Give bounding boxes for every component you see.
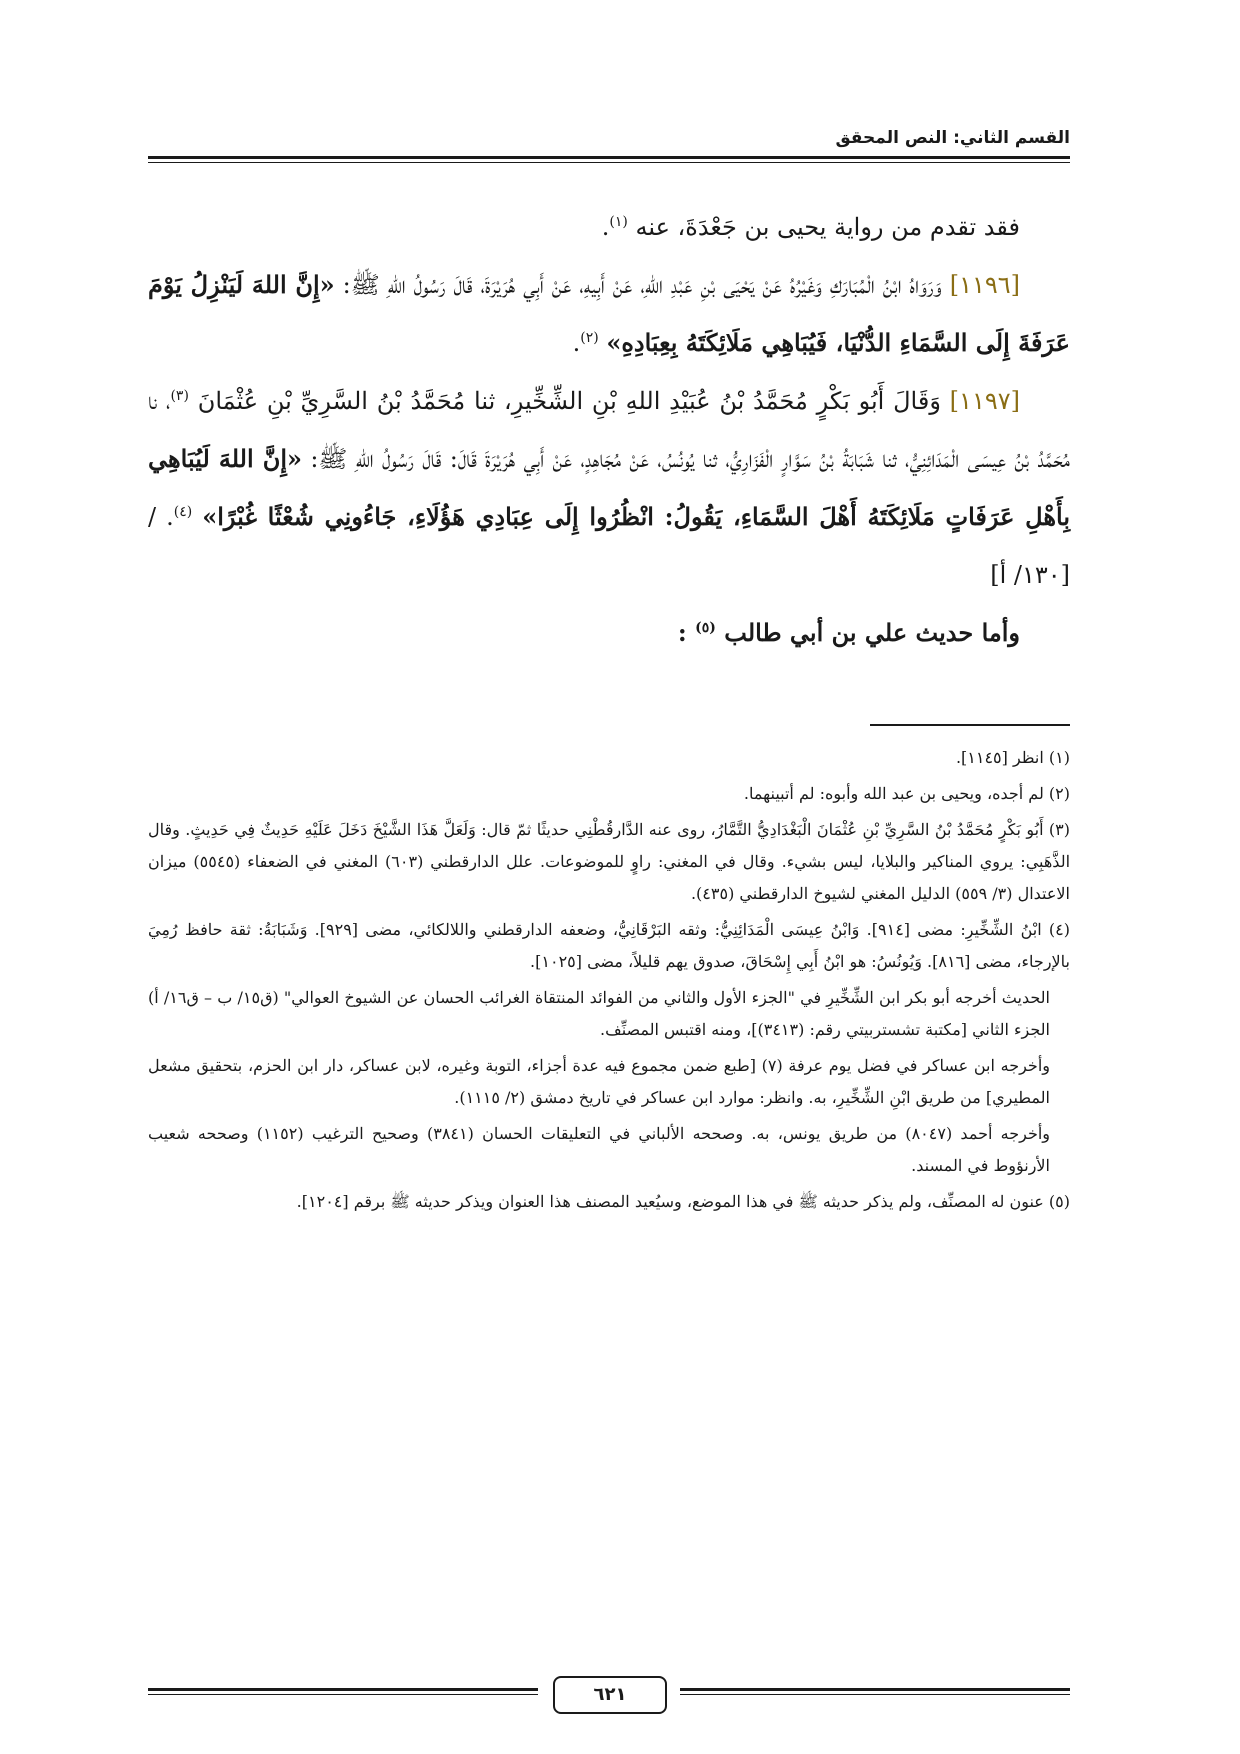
footnote-2: (٢) لم أجده، ويحيى بن عبد الله وأبوه: لم أتبينهما. (743, 784, 1070, 803)
footnote-separator (870, 724, 1070, 726)
page-number: ٦٢١ (553, 1676, 667, 1714)
footnote-5: (٥) عنون له المصنِّف، ولم يذكر حديثه ﷺ في هذا الموضع، وسيُعيد المصنف هذا العنوان ويذكر حديثه ﷺ برقم [١٢٠٤]. (296, 1192, 1070, 1211)
footnote-1: (١) انظر [١١٤٥]. (955, 748, 1070, 767)
section-heading-text: وأما حديث علي بن أبي طالب (724, 618, 1020, 647)
hadith-1197-isnad: وَقَالَ أَبُو بَكْرٍ مُحَمَّدُ بْنُ عُبَيْدِ اللهِ بْنِ الشِّخِّيرِ، ثنا مُحَمَّدُ بْنُ السَّرِيِّ بْنِ عُثْمَانَ (197, 387, 941, 415)
paragraph-intro (148, 198, 1070, 256)
running-header-title: القسم الثاني: النص المحقق (835, 128, 1070, 148)
header-rule-thin (148, 162, 1070, 163)
hadith-1197-isnad-cont: ، نا مُحَمَّدُ بْنُ عِيسَى الْمَدَائِنِيُّ، ثنا شَبَابَةُ بْنُ سَوَّارٍ الْفَزَارِيُّ، ثنا يُونُسُ، عَنْ مُجَاهِدٍ، عَنْ أَبِي هُرَيْرَةَ قَالَ: قَالَ رَسُولُ اللهِ ﷺ: (148, 387, 1070, 473)
footnote-4-ahmad: وأخرجه أحمد (٨٠٤٧) من طريق يونس، به. وصححه الألباني في التعليقات الحسان (٣٨٤١) وصحيح الترغيب (١١٥٢) وصححه شعيب الأرنؤوط في المسند. (148, 1124, 1051, 1175)
intro-end: . (601, 213, 610, 241)
footnote-ref-4[interactable]: (٤) (173, 504, 193, 520)
page-header (148, 126, 1070, 163)
hadith-1197 (148, 372, 1070, 604)
footnote-4-ibn-asakir: وأخرجه ابن عساكر في فضل يوم عرفة (٧) [طبع ضمن مجموع فيه عدة أجزاء، التوبة وغيره، لابن عساكر، دار ابن الحزم، بتحقيق مشعل المطيري] من طريق ابْنِ الشِّخِّيرِ، به. وانظر: موارد ابن عساكر في تاريخ دمشق (٢/ ١١١٥). (148, 1056, 1050, 1107)
section-heading-ali (148, 604, 1070, 662)
hadith-number-1196: [١١٩٦] (949, 271, 1020, 299)
footer-rule-right-thin (680, 1694, 1070, 1695)
footer-rule-left (148, 1688, 538, 1691)
main-text (148, 198, 1070, 662)
footnote-3: (٣) أَبُو بَكْرٍ مُحَمَّدُ بْنُ السَّرِيِّ بْنِ عُثْمَانَ الْبَغْدَادِيُّ التَّمَّارُ، روى عنه الدَّارقُطْنِي حديثًا ثمّ قال: وَلَعَلَّ هَذَا الشَّيْخَ دَخَلَ عَلَيْهِ حَدِيثٌ فِي حَدِيثٍ. وقال الذَّهَبِي: يروي المناكير والبلايا، ليس بشيء. وقال في المغني: راوٍ للموضوعات. علل الدارقطني (٦٠٣) المغني في الضعفاء (٥٥٤٥) ميزان الاعتدال (٣/ ٥٥٩) الدليل المغني لشيوخ الدارقطني (٤٣٥). (148, 820, 1071, 903)
page-footer (148, 1682, 1070, 1712)
hadith-1196-text: وَرَوَاهُ ابْنُ الْمُبَارَكِ وَغَيْرُهُ عَنْ يَحْيَى بْنِ عَبْدِ اللهِ، عَنْ أَبِيهِ، عَنْ أَبِي هُرَيْرَةَ، قَالَ رَسُولُ اللهِ ﷺ: (342, 271, 942, 299)
footnote-ref-1[interactable]: (١) (609, 214, 628, 230)
footnotes (148, 742, 1070, 1222)
hadith-1197-quote: «إِنَّ اللهَ لَيُبَاهِي بِأَهْلِ عَرَفَاتٍ مَلَائِكَتَهُ أَهْلَ السَّمَاءِ، يَقُولُ: انْظُرُوا إِلَى عِبَادِي هَؤُلَاءِ، جَاءُونِي شُعْثًا غُبْرًا» (148, 444, 1070, 531)
footer-rule-right (680, 1688, 1070, 1691)
section-heading-colon: : (677, 618, 687, 647)
intro-text: فقد تقدم من رواية يحيى بن جَعْدَةَ، عنه (635, 213, 1020, 241)
footnote-ref-5[interactable]: (٥) (695, 620, 716, 636)
header-rule-thick (148, 156, 1070, 159)
hadith-1197-end: . / [١٣٠/ أ] (148, 503, 1070, 589)
footnote-4-takhrij: الحديث أخرجه أبو بكر ابن الشِّخِّيرِ في "الجزء الأول والثاني من الفوائد المنتقاة الغرائب الحسان عن الشيوخ العوالي" (ق١٥/ ب – ق١٦/ أ) الجزء الثاني [مكتبة تشستربيتي رقم: (٣٤١٣)]، ومنه اقتبس المصنِّف. (148, 988, 1050, 1039)
footnote-4: (٤) ابْنُ الشِّخِّيرِ: مضى [٩١٤]. وَابْنُ عِيسَى الْمَدَائِنِيُّ: وثقه البَرْقَانِيُّ، وضعفه الدارقطني واللالكائي، مضى [٩٢٩]. وَشَبَابَةُ: ثقة حافظ رُمِيَ بالإرجاء، مضى [٨١٦]. وَيُونُسُ: هو ابْنُ أَبِي إِسْحَاقَ، صدوق يهم قليلاً، مضى [١٠٢٥]. (148, 920, 1071, 971)
hadith-1196 (148, 256, 1070, 372)
footnote-ref-2[interactable]: (٢) (580, 330, 599, 346)
hadith-number-1197: [١١٩٧] (949, 387, 1020, 415)
hadith-1196-quote: «إِنَّ اللهَ لَيَنْزِلُ يَوْمَ عَرَفَةَ إِلَى السَّمَاءِ الدُّنْيَا، فَيُبَاهِي مَلَائِكَتَهُ بِعِبَادِهِ» (148, 270, 1070, 357)
footer-rule-left-thin (148, 1694, 538, 1695)
hadith-1196-end: . (572, 329, 581, 357)
footnote-ref-3[interactable]: (٣) (170, 388, 189, 404)
